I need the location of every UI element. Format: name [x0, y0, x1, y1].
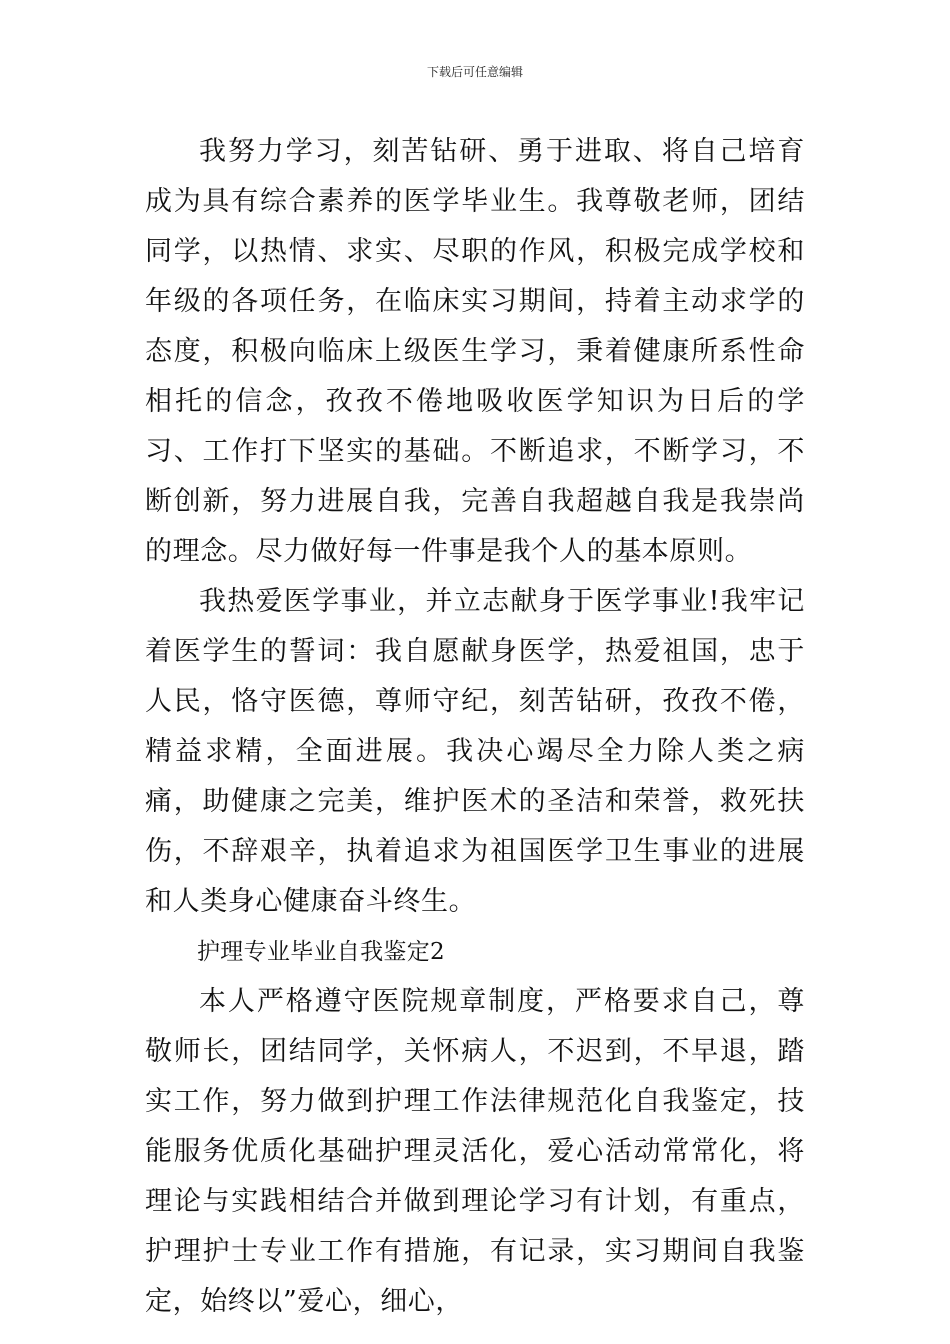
paragraph-medical-oath: 我热爱医学事业，并立志献身于医学事业!我牢记着医学生的誓词：我自愿献身医学，热爱祖国，忠于人民，恪守医德，尊师守纪，刻苦钻研，孜孜不倦，精益求精，全面进展。我决心竭尽全力除人类之病痛，助健康之完美，维护医术的圣洁和荣誉，救死扶伤，不辞艰辛，执着追求为祖国医学卫生事业的进展和人类身心健康奋斗终生。	[145, 586, 805, 917]
paragraph-nursing-self-assessment: 本人严格遵守医院规章制度，严格要求自己，尊敬师长，团结同学，关怀病人，不迟到，不早退，踏实工作，努力做到护理工作法律规范化自我鉴定，技能服务优质化基础护理灵活化，爱心活动常常化，将理论与实践相结合并做到理论学习有计划，有重点，护理护士专业工作有措施，有记录，实习期间自我鉴定，始终以”爱心，细心，	[145, 986, 805, 1317]
paragraph-study-attitude: 我努力学习，刻苦钻研、勇于进取、将自己培育成为具有综合素养的医学毕业生。我尊敬老师，团结同学，以热情、求实、尽职的作风，积极完成学校和年级的各项任务，在临床实习期间，持着主动求学的态度，积极向临床上级医生学习，秉着健康所系性命相托的信念，孜孜不倦地吸收医学知识为日后的学习、工作打下坚实的基础。不断追求，不断学习，不断创新，努力进展自我，完善自我超越自我是我崇尚的理念。尽力做好每一件事是我个人的基本原则。	[145, 136, 805, 567]
document-body	[145, 127, 805, 1327]
page-header-note: 下载后可任意编辑	[426, 65, 523, 79]
section-heading: 护理专业毕业自我鉴定2	[197, 939, 445, 965]
